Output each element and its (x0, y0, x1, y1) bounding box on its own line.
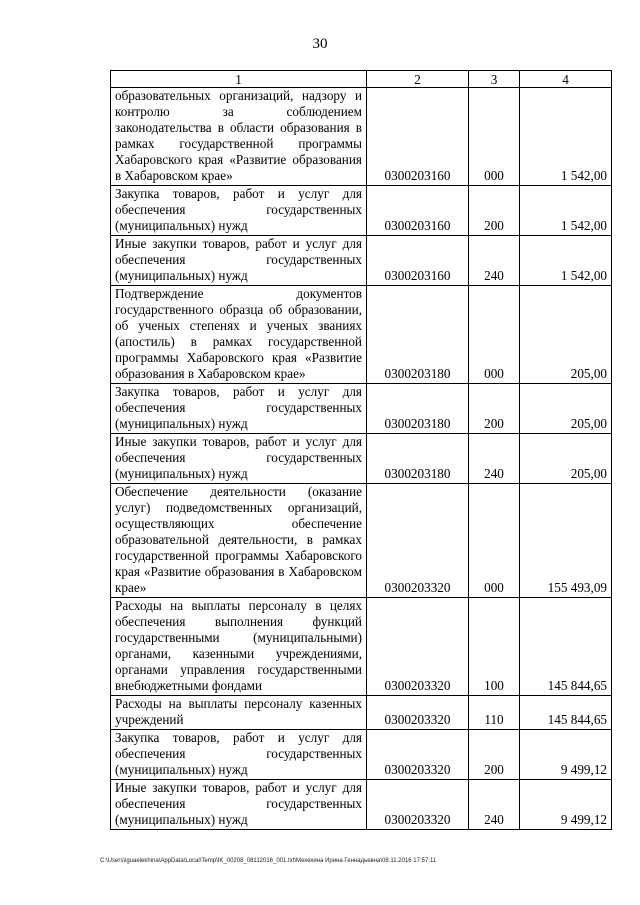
row-target-code: 0300203320 (367, 484, 469, 598)
row-target-code: 0300203320 (367, 598, 469, 696)
row-target-code: 0300203320 (367, 696, 469, 730)
row-expense-type: 240 (469, 780, 520, 830)
row-target-code: 0300203180 (367, 434, 469, 484)
row-target-code: 0300203180 (367, 286, 469, 384)
row-amount: 205,00 (520, 384, 612, 434)
row-expense-type: 200 (469, 186, 520, 236)
row-description: образовательных организаций, надзору и контролю за соблюдением законодательства в области образования в рамках государственной программы Хабаровского края «Развитие образования в Хабаровском крае» (111, 88, 367, 186)
table-row (111, 730, 612, 780)
row-amount: 9 499,12 (520, 730, 612, 780)
table-row (111, 434, 612, 484)
row-description: Закупка товаров, работ и услуг для обеспечения государственных (муниципальных) нужд (111, 730, 367, 780)
row-expense-type: 240 (469, 434, 520, 484)
row-amount: 205,00 (520, 286, 612, 384)
page-number: 30 (312, 36, 328, 52)
row-expense-type: 000 (469, 88, 520, 186)
row-expense-type: 000 (469, 286, 520, 384)
row-target-code: 0300203320 (367, 730, 469, 780)
row-target-code: 0300203160 (367, 88, 469, 186)
budget-table (110, 70, 612, 830)
row-amount: 205,00 (520, 434, 612, 484)
table-row (111, 236, 612, 286)
table-row (111, 696, 612, 730)
row-amount: 1 542,00 (520, 88, 612, 186)
row-expense-type: 100 (469, 598, 520, 696)
column-header-1: 1 (111, 71, 367, 88)
row-amount: 145 844,65 (520, 598, 612, 696)
table-row (111, 186, 612, 236)
file-path-footer: C:\Users\iguaelekhina\AppData\Local\Temp\IK_00208_08112016_001.txt\Мехехина Ирина Геннадьевна\08.11.2016 17:57:11 (100, 858, 437, 864)
row-description: Иные закупки товаров, работ и услуг для обеспечения государственных (муниципальных) нужд (111, 780, 367, 830)
row-amount: 145 844,65 (520, 696, 612, 730)
row-expense-type: 110 (469, 696, 520, 730)
table-header-row (111, 71, 612, 88)
table-row (111, 384, 612, 434)
table-row (111, 484, 612, 598)
column-header-2: 2 (367, 71, 469, 88)
row-target-code: 0300203160 (367, 186, 469, 236)
row-description: Иные закупки товаров, работ и услуг для обеспечения государственных (муниципальных) нужд (111, 236, 367, 286)
table-row (111, 780, 612, 830)
row-amount: 1 542,00 (520, 236, 612, 286)
row-description: Иные закупки товаров, работ и услуг для обеспечения государственных (муниципальных) нужд (111, 434, 367, 484)
table-row (111, 88, 612, 186)
row-description: Подтверждение документов государственного образца об образовании, об ученых степенях и ученых званиях (апостиль) в рамках государственной программы Хабаровского края «Развитие образования в Хабаровском крае» (111, 286, 367, 384)
row-target-code: 0300203160 (367, 236, 469, 286)
row-target-code: 0300203180 (367, 384, 469, 434)
table-row (111, 598, 612, 696)
row-expense-type: 200 (469, 730, 520, 780)
column-header-4: 4 (520, 71, 612, 88)
row-description: Обеспечение деятельности (оказание услуг) подведомственных организаций, осуществляющих обеспечение образовательной деятельности, в рамках государственной программы Хабаровского края «Развитие образования в Хабаровском крае» (111, 484, 367, 598)
row-amount: 1 542,00 (520, 186, 612, 236)
row-description: Расходы на выплаты персоналу в целях обеспечения выполнения функций государственными (муниципальными) органами, казенными учреждениями, органами управления государственными внебюджетными фондами (111, 598, 367, 696)
row-expense-type: 240 (469, 236, 520, 286)
column-header-3: 3 (469, 71, 520, 88)
row-expense-type: 000 (469, 484, 520, 598)
row-description: Закупка товаров, работ и услуг для обеспечения государственных (муниципальных) нужд (111, 186, 367, 236)
row-target-code: 0300203320 (367, 780, 469, 830)
row-expense-type: 200 (469, 384, 520, 434)
table-row (111, 286, 612, 384)
row-description: Расходы на выплаты персоналу казенных учреждений (111, 696, 367, 730)
row-amount: 9 499,12 (520, 780, 612, 830)
row-amount: 155 493,09 (520, 484, 612, 598)
row-description: Закупка товаров, работ и услуг для обеспечения государственных (муниципальных) нужд (111, 384, 367, 434)
